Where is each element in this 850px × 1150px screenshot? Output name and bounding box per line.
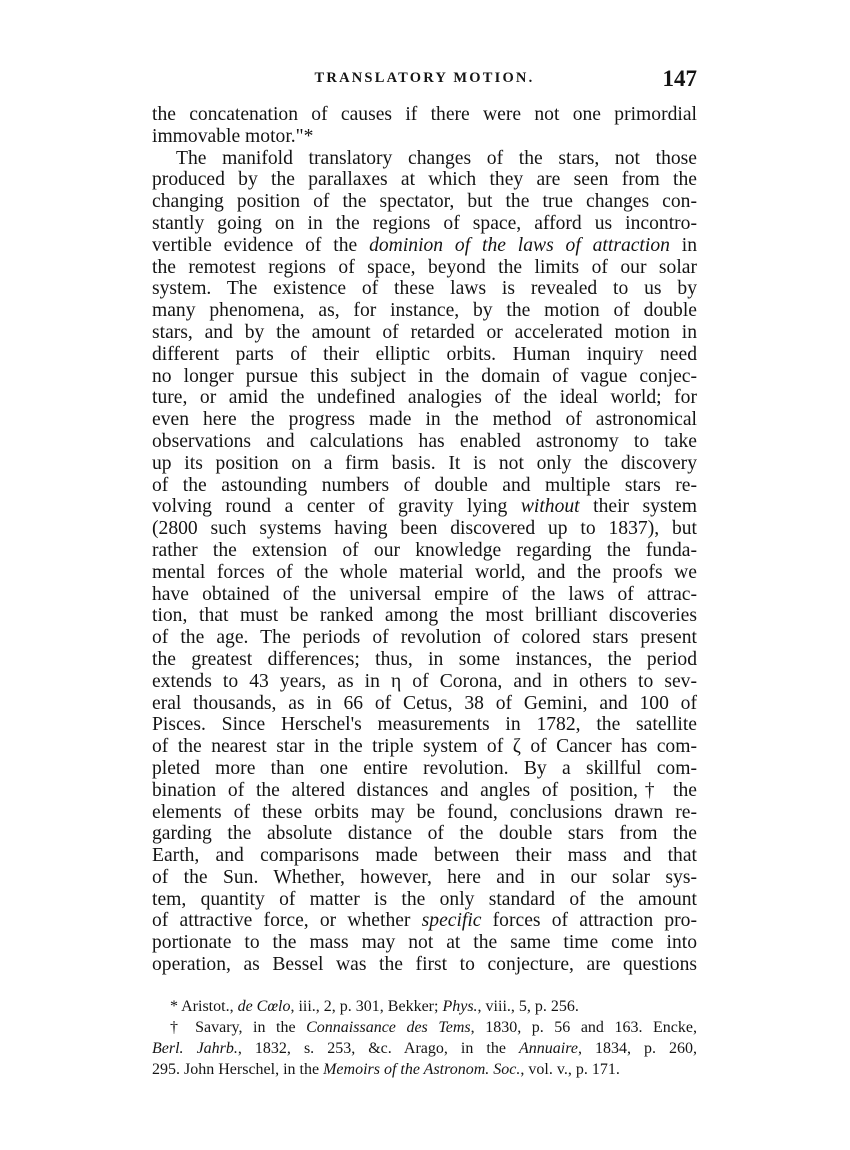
text-line: volving round a center of gravity lying without their system bbox=[152, 496, 697, 518]
text-line: Pisces. Since Herschel's measurements in 1782, the satellite bbox=[152, 714, 697, 736]
text-line: changing position of the spectator, but the true changes con- bbox=[152, 191, 697, 213]
text-line: operation, as Bessel was the first to conjecture, are questions bbox=[152, 954, 697, 976]
text-line: portionate to the mass may not at the same time come into bbox=[152, 932, 697, 954]
text-line: have obtained of the universal empire of the laws of attrac- bbox=[152, 583, 697, 605]
running-title: TRANSLATORY MOTION. bbox=[314, 70, 535, 86]
text-line: rather the extension of our knowledge regarding the funda- bbox=[152, 539, 697, 561]
text-line: observations and calculations has enabled astronomy to take bbox=[152, 430, 697, 452]
footnote-line: † Savary, in the Connaissance des Tems, 1830, p. 56 and 163. Encke, bbox=[170, 1019, 697, 1036]
text-line: mental forces of the whole material world, and the proofs we bbox=[152, 561, 697, 583]
text-line: different parts of their elliptic orbits. Human inquiry need bbox=[152, 343, 697, 365]
text-line: the remotest regions of space, beyond the limits of our solar bbox=[152, 256, 697, 278]
text-line: ture, or amid the undefined analogies of the ideal world; for bbox=[152, 387, 697, 409]
text-line: of attractive force, or whether specific forces of attraction pro- bbox=[152, 910, 697, 932]
text-line: stars, and by the amount of retarded or accelerated motion in bbox=[152, 321, 697, 343]
page-number: 147 bbox=[662, 66, 697, 91]
text-line: tion, that must be ranked among the most brilliant discoveries bbox=[152, 605, 697, 627]
text-line: elements of these orbits may be found, conclusions drawn re- bbox=[152, 801, 697, 823]
text-line: the greatest differences; thus, in some instances, the period bbox=[152, 648, 697, 670]
footnote-line: 295. John Herschel, in the Memoirs of the Astronom. Soc., vol. v., p. 171. bbox=[152, 1061, 620, 1078]
text-line: extends to 43 years, as in η of Corona, and in others to sev- bbox=[152, 670, 697, 692]
text-line: of the astounding numbers of double and multiple stars re- bbox=[152, 474, 697, 496]
text-line: even here the progress made in the method of astronomical bbox=[152, 409, 697, 431]
text-line: stantly going on in the regions of space, afford us incontro- bbox=[152, 212, 697, 234]
text-line: bination of the altered distances and angles of position,† the bbox=[152, 779, 697, 801]
text-line: of the age. The periods of revolution of colored stars present bbox=[152, 627, 697, 649]
text-line: produced by the parallaxes at which they are seen from the bbox=[152, 169, 697, 191]
footnote-line: Berl. Jahrb., 1832, s. 253, &c. Arago, in the Annuaire, 1834, p. 260, bbox=[152, 1040, 698, 1057]
page-header bbox=[152, 66, 697, 96]
text-line: up its position on a firm basis. It is not only the discovery bbox=[152, 452, 697, 474]
text-line: eral thousands, as in 66 of Cetus, 38 of Gemini, and 100 of bbox=[152, 692, 697, 714]
text-line: vertible evidence of the dominion of the laws of attraction in bbox=[152, 234, 697, 256]
text-line: The manifold translatory changes of the stars, not those bbox=[176, 147, 697, 169]
text-line: of the nearest star in the triple system of ζ of Cancer has com- bbox=[152, 736, 697, 758]
text-line: system. The existence of these laws is revealed to us by bbox=[152, 278, 697, 300]
footnotes bbox=[152, 996, 697, 1080]
text-line: pleted more than one entire revolution. By a skillful com- bbox=[152, 757, 697, 779]
body-text bbox=[152, 104, 697, 976]
text-line: (2800 such systems having been discovered up to 1837), but bbox=[152, 518, 697, 540]
text-line: many phenomena, as, for instance, by the motion of double bbox=[152, 300, 697, 322]
text-line: of the Sun. Whether, however, here and in our solar sys- bbox=[152, 866, 697, 888]
text-line: the concatenation of causes if there were not one primordial bbox=[152, 104, 697, 125]
text-line: Earth, and comparisons made between their mass and that bbox=[152, 845, 697, 867]
text-line: tem, quantity of matter is the only standard of the amount bbox=[152, 888, 697, 910]
text-line: garding the absolute distance of the double stars from the bbox=[152, 823, 697, 845]
text-line: no longer pursue this subject in the domain of vague conjec- bbox=[152, 365, 697, 387]
text-line: immovable motor."* bbox=[152, 125, 314, 147]
footnote-line: * Aristot., de Cœlo, iii., 2, p. 301, Bekker; Phys., viii., 5, p. 256. bbox=[170, 998, 579, 1015]
